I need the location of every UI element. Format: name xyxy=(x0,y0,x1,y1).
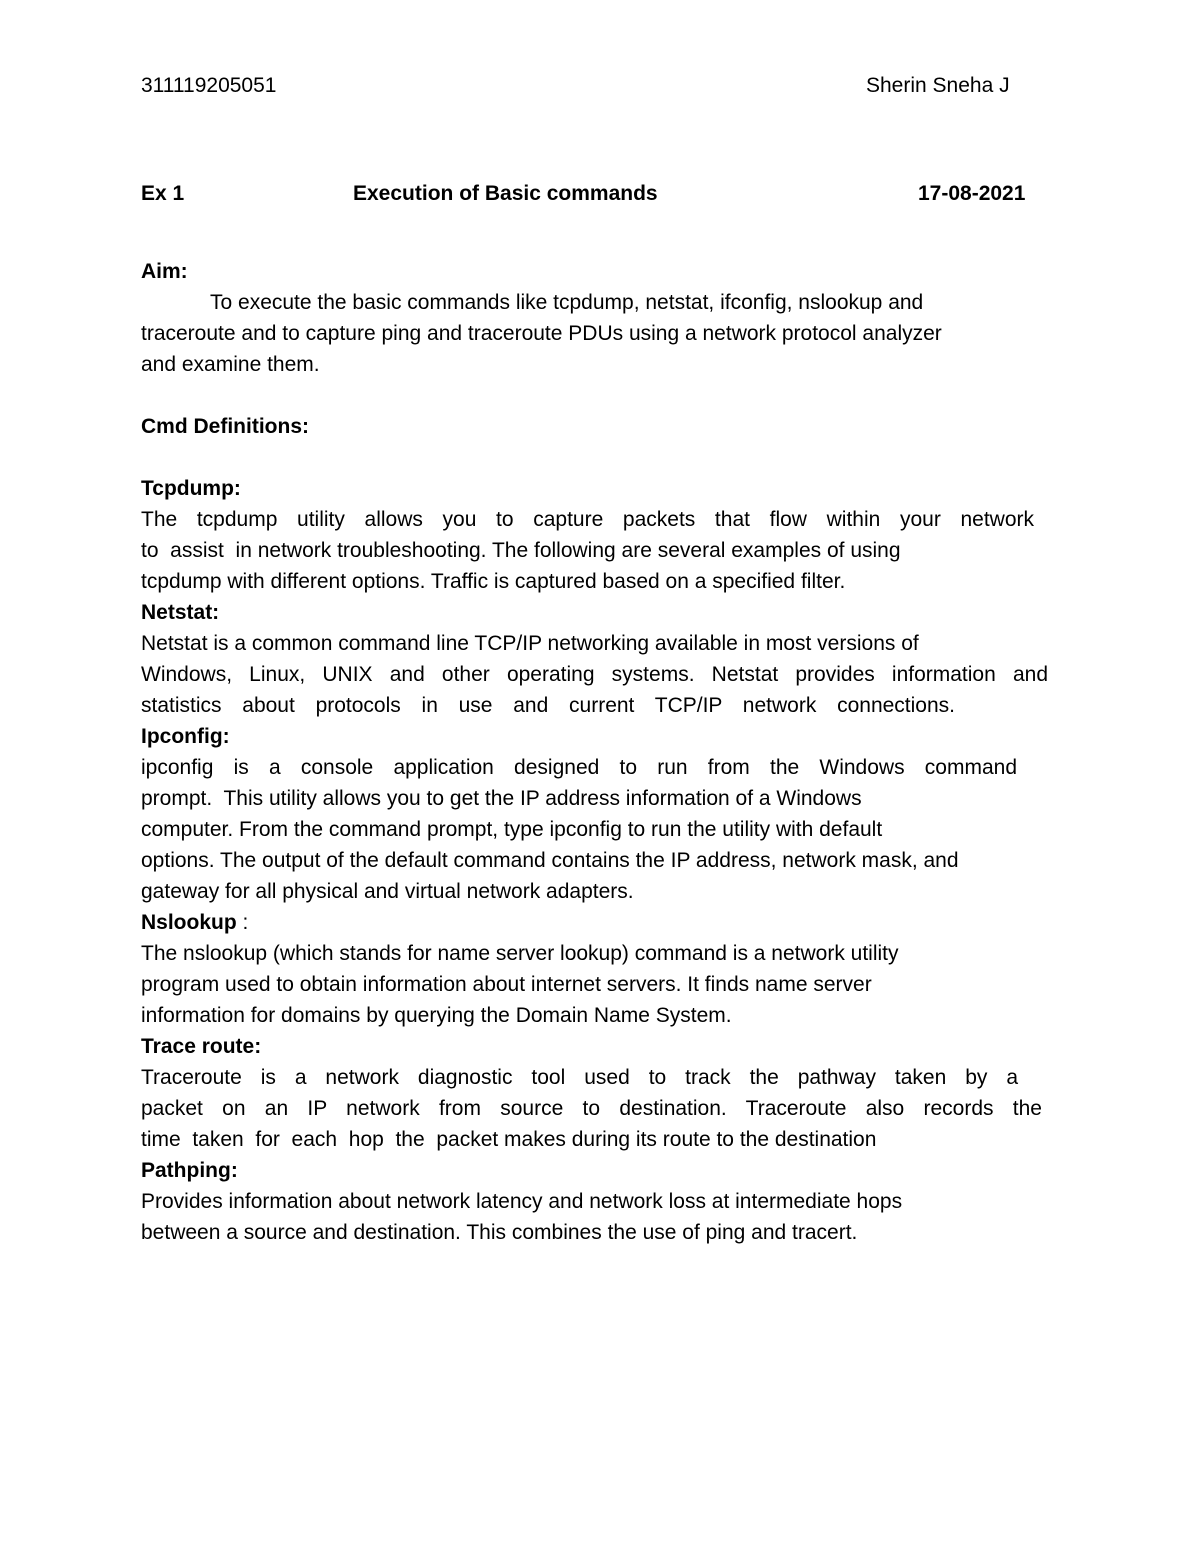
ipconfig-line: computer. From the command prompt, type ipconfig to run the utility with default xyxy=(141,818,883,841)
netstat-line: Netstat is a common command line TCP/IP networking available in most versions of xyxy=(141,632,919,655)
tcpdump-line: tcpdump with different options. Traffic is captured based on a specified filter. xyxy=(141,570,846,593)
tcpdump-line: The tcpdump utility allows you to capture packets that flow within your network xyxy=(141,508,1034,531)
nslookup-line: information for domains by querying the Domain Name System. xyxy=(141,1004,732,1027)
cmd-definitions-heading: Cmd Definitions: xyxy=(141,415,309,438)
nslookup-line: program used to obtain information about internet servers. It finds name server xyxy=(141,973,872,996)
nslookup-heading-line xyxy=(141,907,1061,938)
ipconfig-line: ipconfig is a console application designed to run from the Windows command xyxy=(141,756,1017,779)
aim-line: traceroute and to capture ping and traceroute PDUs using a network protocol analyzer xyxy=(141,322,942,345)
pathping-line: between a source and destination. This combines the use of ping and tracert. xyxy=(141,1221,858,1244)
ipconfig-line: gateway for all physical and virtual network adapters. xyxy=(141,880,634,903)
aim-heading: Aim: xyxy=(141,260,188,283)
traceroute-line: Traceroute is a network diagnostic tool used to track the pathway taken by a xyxy=(141,1066,1018,1089)
netstat-heading: Netstat: xyxy=(141,601,220,624)
pathping-heading: Pathping: xyxy=(141,1159,238,1182)
tcpdump-heading: Tcpdump: xyxy=(141,477,241,500)
nslookup-heading-suffix: : xyxy=(236,911,249,934)
traceroute-line: packet on an IP network from source to destination. Traceroute also records the xyxy=(141,1097,1042,1120)
exercise-title: Execution of Basic commands xyxy=(353,182,658,205)
nslookup-heading: Nslookup xyxy=(141,911,237,934)
netstat-line: statistics about protocols in use and current TCP/IP network connections. xyxy=(141,694,955,717)
ipconfig-heading: Ipconfig: xyxy=(141,725,230,748)
student-name: Sherin Sneha J xyxy=(866,74,1010,97)
roll-number: 311119205051 xyxy=(141,74,277,97)
document-body xyxy=(141,256,1061,1248)
nslookup-line: The nslookup (which stands for name server lookup) command is a network utility xyxy=(141,942,899,965)
traceroute-heading: Trace route: xyxy=(141,1035,262,1058)
exercise-number: Ex 1 xyxy=(141,182,185,205)
aim-line: and examine them. xyxy=(141,353,320,376)
aim-line: To execute the basic commands like tcpdump, netstat, ifconfig, nslookup and xyxy=(210,291,924,314)
exercise-date: 17-08-2021 xyxy=(918,182,1026,205)
pathping-line: Provides information about network latency and network loss at intermediate hops xyxy=(141,1190,903,1213)
netstat-line: Windows, Linux, UNIX and other operating systems. Netstat provides information and xyxy=(141,663,1048,686)
title-row xyxy=(141,180,1041,208)
ipconfig-line: options. The output of the default command contains the IP address, network mask, and xyxy=(141,849,959,872)
tcpdump-line: to assist in network troubleshooting. The following are several examples of using xyxy=(141,539,901,562)
ipconfig-line: prompt. This utility allows you to get the IP address information of a Windows xyxy=(141,787,862,810)
traceroute-line: time taken for each hop the packet makes during its route to the destination xyxy=(141,1128,877,1151)
